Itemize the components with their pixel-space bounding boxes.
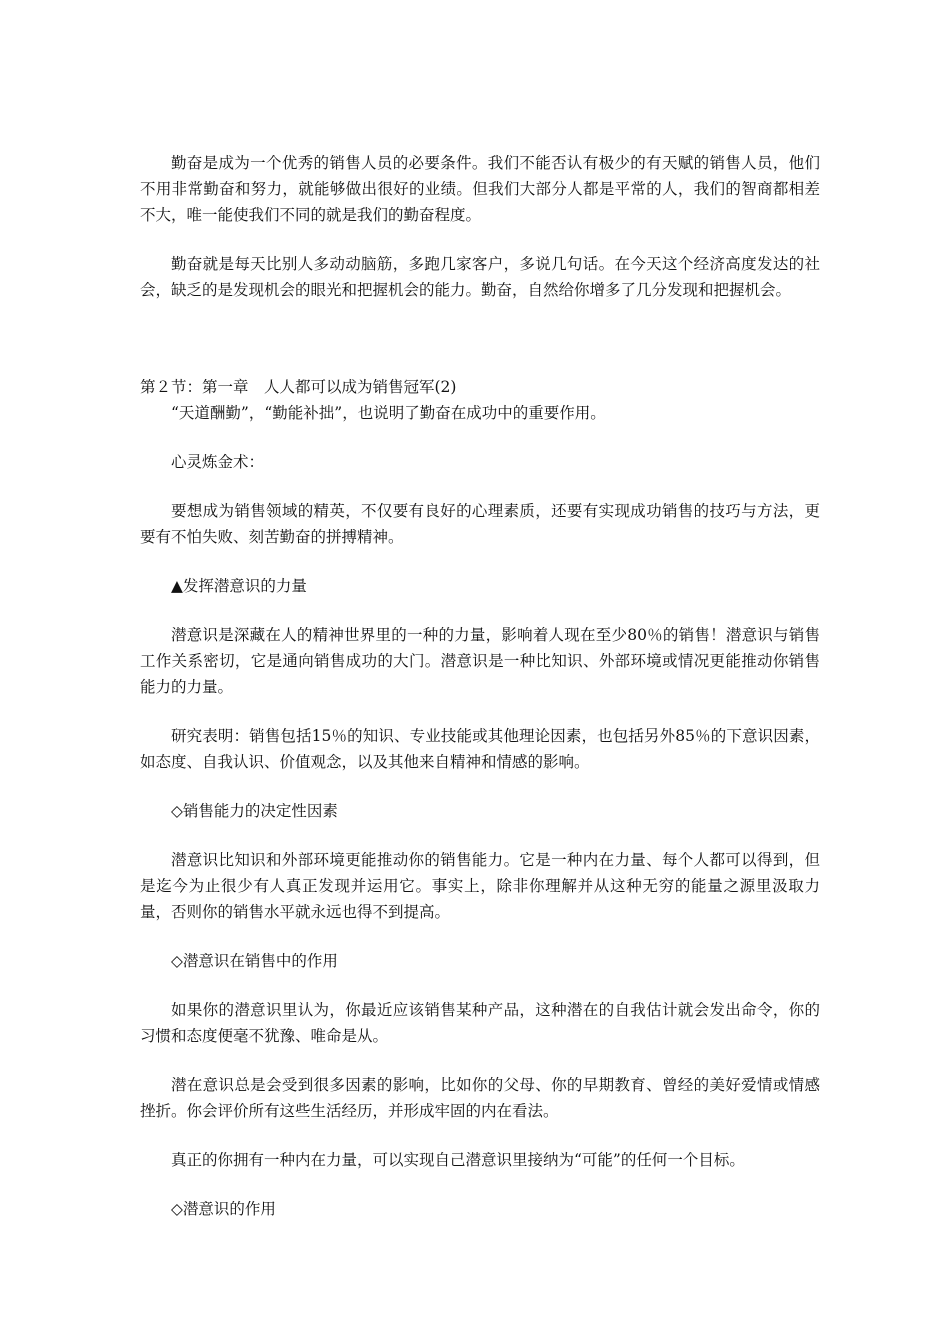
section-paragraph: 要想成为销售领域的精英，不仅要有良好的心理素质，还要有实现成功销售的技巧与方法，更要有不怕失败、刻苦勤奋的拼搏精神。 xyxy=(140,502,820,546)
section-paragraph: “天道酬勤”，“勤能补拙”，也说明了勤奋在成功中的重要作用。 xyxy=(171,404,606,422)
subheading-triangle: ▲发挥潜意识的力量 xyxy=(171,577,307,595)
section-paragraph: 潜在意识总是会受到很多因素的影响，比如你的父母、你的早期教育、曾经的美好爱情或情感挫折。你会评价所有这些生活经历，并形成牢固的内在看法。 xyxy=(140,1076,820,1120)
section-paragraph: 研究表明：销售包括15％的知识、专业技能或其他理论因素，也包括另外85％的下意识因素，如态度、自我认识、价值观念，以及其他来自精神和情感的影响。 xyxy=(140,727,820,771)
section-paragraph: 心灵炼金术： xyxy=(171,453,265,471)
intro-paragraph-1: 勤奋是成为一个优秀的销售人员的必要条件。我们不能否认有极少的有天赋的销售人员，他们不用非常勤奋和努力，就能够做出很好的业绩。但我们大部分人都是平常的人，我们的智商都相差不大，唯一能使我们不同的就是我们的勤奋程度。 xyxy=(140,154,820,224)
section-heading: 第２节：第一章 人人都可以成为销售冠军(2) xyxy=(140,378,457,396)
document-body xyxy=(140,150,820,1245)
section-paragraph: 真正的你拥有一种内在力量，可以实现自己潜意识里接纳为“可能”的任何一个目标。 xyxy=(171,1151,745,1169)
subheading-diamond: ◇潜意识的作用 xyxy=(171,1200,276,1218)
section-spacer xyxy=(140,326,820,374)
intro-paragraph-2: 勤奋就是每天比别人多动动脑筋，多跑几家客户，多说几句话。在今天这个经济高度发达的社会，缺乏的是发现机会的眼光和把握机会的能力。勤奋，自然给你增多了几分发现和把握机会。 xyxy=(140,255,820,299)
section-paragraph: 潜意识比知识和外部环境更能推动你的销售能力。它是一种内在力量、每个人都可以得到，但是迄今为止很少有人真正发现并运用它。事实上，除非你理解并从这种无穷的能量之源里汲取力量，否则你的销售水平就永远也得不到提高。 xyxy=(140,851,820,921)
subheading-diamond: ◇潜意识在销售中的作用 xyxy=(171,952,338,970)
section-paragraph: 潜意识是深藏在人的精神世界里的一种的力量，影响着人现在至少80％的销售！潜意识与销售工作关系密切，它是通向销售成功的大门。潜意识是一种比知识、外部环境或情况更能推动你销售能力的力量。 xyxy=(140,626,820,696)
section-paragraph: 如果你的潜意识里认为，你最近应该销售某种产品，这种潜在的自我估计就会发出命令，你的习惯和态度便毫不犹豫、唯命是从。 xyxy=(140,1001,820,1045)
subheading-diamond: ◇销售能力的决定性因素 xyxy=(171,802,338,820)
